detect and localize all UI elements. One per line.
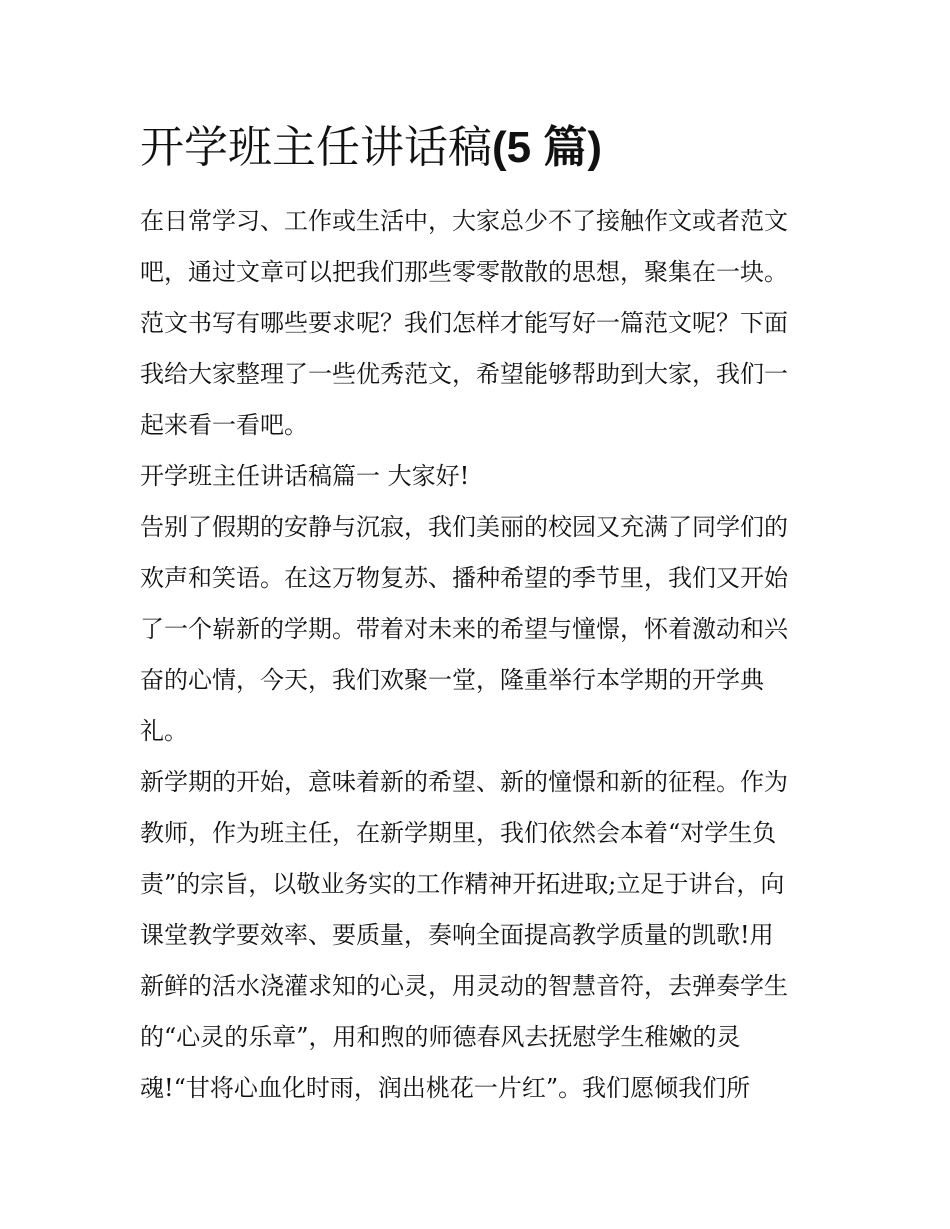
document-title [140,116,602,180]
text-line: 新学期的开始，意味着新的希望、新的憧憬和新的征程。作为 [140,768,788,796]
document-title-text: 开学班主任讲话稿 [140,122,492,173]
text-line: 我给大家整理了一些优秀范文，希望能够帮助到大家，我们一 [140,360,788,388]
section-heading: 开学班主任讲话稿篇一 大家好! [140,462,470,490]
text-line: 吧，通过文章可以把我们那些零零散散的思想，聚集在一块。 [140,258,788,286]
text-line: 魂!“甘将心血化时雨，润出桃花一片红”。我们愿倾我们所 [140,1074,751,1102]
text-line: 范文书写有哪些要求呢？我们怎样才能写好一篇范文呢？下面 [140,309,788,337]
text-line: 的“心灵的乐章”，用和煦的师德春风去抚慰学生稚嫩的灵 [140,1023,741,1051]
document-body [140,196,820,1114]
text-line: 新鲜的活水浇灌求知的心灵，用灵动的智慧音符，去弹奏学生 [140,972,788,1000]
document-title-count: (5 篇) [492,123,602,172]
text-line: 教师，作为班主任，在新学期里，我们依然会本着“对学生负 [140,819,777,847]
text-line: 起来看一看吧。 [140,411,308,439]
text-line: 告别了假期的安静与沉寂，我们美丽的校园又充满了同学们的 [140,513,788,541]
text-line: 课堂教学要效率、要质量，奏响全面提高教学质量的凯歌!用 [140,921,774,949]
text-line: 责”的宗旨，以敬业务实的工作精神开拓进取;立足于讲台，向 [140,870,785,898]
text-line: 礼。 [140,717,188,745]
text-line: 在日常学习、工作或生活中，大家总少不了接触作文或者范文 [140,207,788,235]
text-line: 欢声和笑语。在这万物复苏、播种希望的季节里，我们又开始 [140,564,788,592]
text-line: 了一个崭新的学期。带着对未来的希望与憧憬，怀着激动和兴 [140,615,788,643]
text-line: 奋的心情，今天，我们欢聚一堂，隆重举行本学期的开学典 [140,666,764,694]
